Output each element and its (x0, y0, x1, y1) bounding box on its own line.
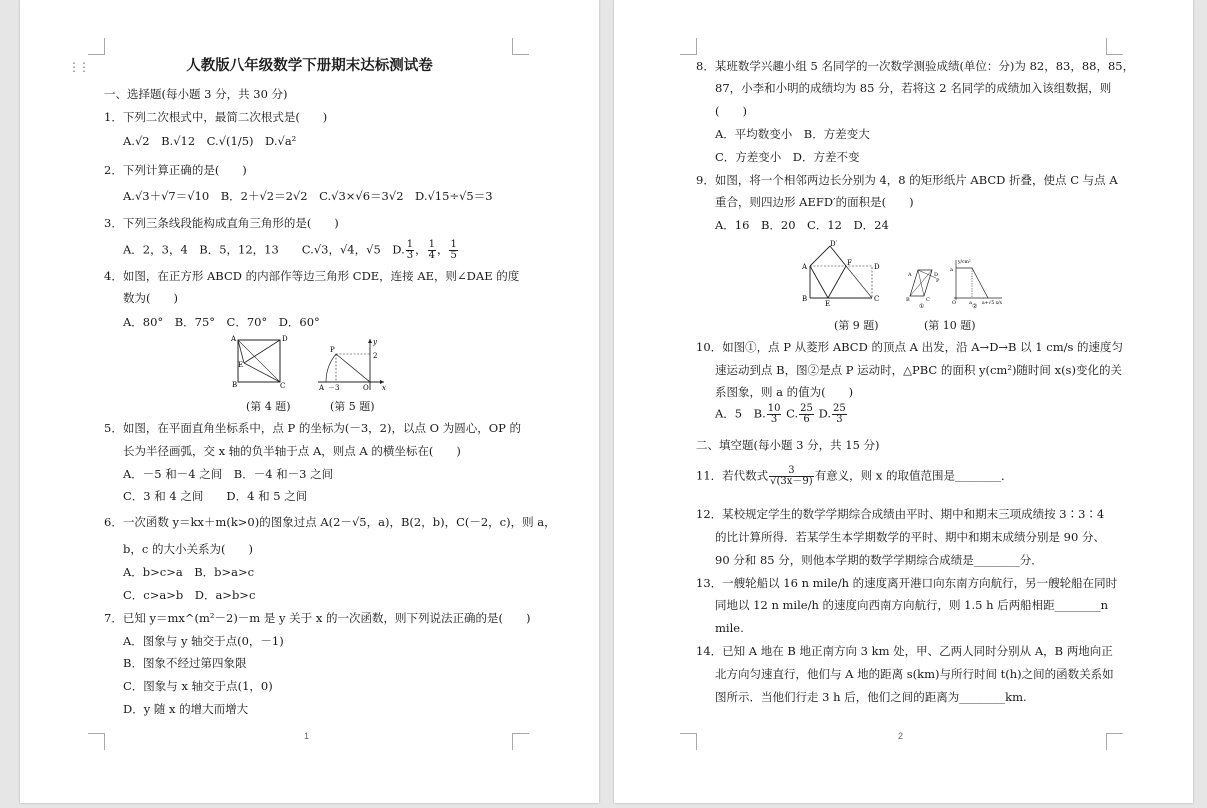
fraction-25-6 (799, 404, 814, 425)
question-10-line-1: 10．如图①，点 P 从菱形 ABCD 的顶点 A 出发，沿 A→D→B 以 1 cm/s 的速度匀 (696, 340, 1124, 354)
question-13-line-3: mile. (715, 621, 744, 635)
q10-option-d: D. (818, 406, 832, 421)
question-6-line-1: 6．一次函数 y＝kx＋m(k>0)的图象过点 A(2－√5，a)，B(2，b)，C(－2，c)，则 a， (104, 515, 556, 529)
figure-4 (228, 333, 292, 395)
question-8-line-3: ( ) (715, 104, 747, 118)
margin-mark-top-left (88, 38, 105, 55)
question-14-line-1: 14．已知 A 地在 B 地正南方向 3 km 处，甲、乙两人同时分别从 A，B 两地向正 (696, 644, 1113, 658)
frac-den: √(3x－9) (770, 476, 813, 487)
fraction-1-4 (428, 240, 436, 261)
fig10-label-a-x: a (969, 300, 972, 306)
section-heading-choice: 一、选择题(每小题 3 分，共 30 分) (104, 87, 288, 101)
page-title: 人教版八年级数学下册期末达标测试卷 (186, 58, 433, 74)
question-12-line-3: 90 分和 85 分，则他本学期的数学学期综合成绩是________分． (715, 553, 1043, 567)
question-11 (696, 466, 1012, 487)
q11-prefix: 11．若代数式 (696, 468, 769, 483)
page-number: 1 (304, 731, 310, 741)
frac-den: 6 (803, 414, 810, 425)
question-7-option-c: C．图象与 x 轴交于点(1，0) (123, 679, 273, 693)
question-5-line-1: 5．如图，在平面直角坐标系中，点 P 的坐标为(－3，2)，以点 O 为圆心，OP 的 (104, 421, 522, 435)
question-13-line-2: 同地以 12 n mile/h 的速度向西南方向航行，则 1.5 h 后两船相距________n (715, 598, 1109, 612)
question-12-line-2: 的比计算所得．若某学生本学期数学的平时、期中和期末成绩分别是 90 分、 (715, 530, 1105, 544)
question-8-line-2: 87，小李和小明的成绩均为 85 分，若将这 2 名同学的成绩加入该组数据，则 (715, 81, 1112, 95)
margin-mark-top-right (512, 38, 529, 55)
fig10-label-A: A (908, 272, 912, 278)
question-1-options: A.√2 B.√12 C.√(1/5) D.√a² (123, 134, 297, 148)
question-10-line-2: 速运动到点 B，图②是点 P 运动时，△PBC 的面积 y(cm²)随时间 x(s)变化的关 (715, 363, 1122, 377)
q10-option-a: A．5 B. (715, 406, 766, 421)
frac-den: 3 (406, 250, 414, 261)
question-5-options-2: C．3 和 4 之间 D．4 和 5 之间 (123, 489, 308, 503)
fig5-label-O: O (363, 384, 369, 392)
fig9-label-Dprime: D′ (830, 240, 838, 248)
question-6-options-1: A．b>c>a B．b>a>c (123, 565, 255, 579)
frac-num: 1 (406, 239, 414, 250)
question-2: 2．下列计算正确的是( ) (104, 163, 247, 177)
fraction-25-3 (832, 404, 847, 425)
page-2 (614, 0, 1193, 803)
fig5-label-2: 2 (373, 352, 378, 360)
question-3-options-text: A．2，3，4 B．5，12，13 C.√3，√4，√5 D. (123, 242, 405, 257)
fig4-label-D: D (282, 335, 288, 343)
fig5-label-x: x (382, 384, 386, 392)
margin-mark-bottom-left (680, 733, 697, 750)
fig5-label-neg3: －3 (328, 384, 340, 392)
figure-9 (800, 240, 884, 312)
fig10-label-circle-2: ② (972, 303, 978, 310)
question-12-line-1: 12．某校规定学生的数学学期综合成绩由平时、期中和期末三项成绩按 3∶3∶4 (696, 507, 1105, 521)
fig10-label-circle-1: ① (919, 303, 925, 310)
question-4-line-2: 数为( ) (123, 291, 178, 305)
fig10-label-P: P (936, 278, 940, 284)
q10-option-c: C. (786, 406, 799, 421)
fig9-label-C: C (874, 295, 880, 303)
fig4-label-A: A (231, 335, 237, 343)
fig5-label-A: A (319, 384, 325, 392)
q11-suffix: 有意义，则 x 的取值范围是________． (814, 468, 1013, 483)
question-9-line-1: 9．如图，将一个相邻两边长分别为 4，8 的矩形纸片 ABCD 折叠，使点 C 与点 A (696, 173, 1118, 187)
fig10-y-axis-label: y/cm² (958, 260, 971, 265)
figure-5 (316, 336, 388, 396)
frac-num: 10 (767, 403, 781, 414)
move-handle-icon[interactable]: ⋮⋮ (68, 60, 88, 74)
question-10-options (715, 404, 848, 425)
fig10-label-O: O (952, 300, 957, 306)
fig10-label-B: B (906, 297, 910, 303)
fig9-label-F: F (847, 259, 852, 267)
question-2-options: A.√3＋√7＝√10 B．2＋√2＝2√2 C.√3×√6＝3√2 D.√15÷√5＝3 (123, 189, 493, 203)
fig9-label-A: A (802, 263, 808, 271)
question-4-options: A．80° B．75° C．70° D．60° (123, 315, 320, 329)
question-7: 7．已知 y＝mx^(m²－2)－m 是 y 关于 x 的一次函数，则下列说法正确的是( ) (104, 611, 531, 625)
fig5-label-y: y (373, 338, 377, 346)
question-14-line-3: 图所示．当他们行走 3 h 后，他们之间的距离为________km. (715, 690, 1027, 704)
fraction-q11 (769, 466, 814, 487)
figure-10 (906, 256, 1006, 314)
question-7-option-a: A．图象与 y 轴交于点(0，－1) (123, 634, 284, 648)
question-13-line-1: 13．一艘轮船以 16 n mile/h 的速度离开港口向东南方向航行，另一艘轮船在同时 (696, 576, 1118, 590)
frac-den: 3 (836, 414, 843, 425)
fig10-label-D: D (934, 272, 939, 278)
fraction-1-5 (449, 240, 457, 261)
margin-mark-bottom-left (88, 733, 105, 750)
question-5-options-1: A．－5 和－4 之间 B．－4 和－3 之间 (123, 467, 334, 481)
question-3: 3．下列三条线段能构成直角三角形的是( ) (104, 216, 339, 230)
question-6-line-2: b，c 的大小关系为( ) (123, 542, 253, 556)
page-number: 2 (898, 731, 904, 741)
caption-figure-4: (第 4 题) (246, 400, 291, 413)
fraction-1-3 (406, 240, 414, 261)
question-6-options-2: C．c>a>b D．a>b>c (123, 588, 256, 602)
question-7-option-d: D．y 随 x 的增大而增大 (123, 702, 249, 716)
question-14-line-2: 北方向匀速直行，他们与 A 地的距离 s(km)与所行时间 t(h)之间的函数关系如 (715, 667, 1114, 681)
fraction-10-3 (767, 404, 782, 425)
caption-figure-9: (第 9 题) (834, 319, 879, 332)
fig10-label-C: C (926, 297, 930, 303)
page-1 (20, 0, 599, 803)
fig9-label-E: E (825, 300, 831, 308)
fig10-x-axis-label: a+√5 x/s (982, 301, 1002, 306)
frac-num: 1 (450, 239, 457, 250)
fig9-label-B: B (802, 295, 808, 303)
fig4-label-C: C (280, 382, 286, 390)
margin-mark-bottom-right (512, 733, 529, 750)
frac-num: 1 (428, 239, 435, 250)
frac-num: 3 (769, 466, 814, 477)
frac-num: 25 (833, 403, 846, 414)
fig10-label-a: a (950, 267, 953, 273)
caption-figure-10: (第 10 题) (924, 319, 976, 332)
fig4-label-B: B (232, 381, 238, 389)
question-8-options-1: A．平均数变小 B．方差变大 (715, 127, 870, 141)
question-5-line-2: 长为半径画弧，交 x 轴的负半轴于点 A，则点 A 的横坐标在( ) (123, 444, 461, 458)
section-heading-fill: 二、填空题(每小题 3 分，共 15 分) (696, 438, 880, 452)
margin-mark-top-right (1106, 38, 1123, 55)
margin-mark-bottom-right (1106, 733, 1123, 750)
question-4-line-1: 4．如图，在正方形 ABCD 的内部作等边三角形 CDE，连接 AE，则∠DAE 的度 (104, 269, 520, 283)
question-1: 1．下列二次根式中，最简二次根式是( ) (104, 110, 328, 124)
question-8-line-1: 8．某班数学兴趣小组 5 名同学的一次数学测验成绩(单位：分)为 82，83，88，85， (696, 59, 1135, 73)
fig4-label-E: E (238, 361, 244, 369)
caption-figure-5: (第 5 题) (330, 400, 375, 413)
question-9-options: A．16 B．20 C．12 D．24 (715, 218, 889, 232)
frac-den: 5 (450, 250, 457, 261)
margin-mark-top-left (680, 38, 697, 55)
fig9-label-D: D (874, 263, 880, 271)
question-3-options: A．2，3，4 B．5，12，13 C.√3，√4，√5 D. $\frac{1}{3}$ ， $\frac{1}{4}$ ， $\frac{1}{5}$ (123, 239, 457, 261)
frac-den: 4 (428, 250, 435, 261)
question-7-option-b: B．图象不经过第四象限 (123, 656, 247, 670)
question-9-line-2: 重合，则四边形 AEFD′的面积是( ) (715, 195, 914, 209)
question-8-options-2: C．方差变小 D．方差不变 (715, 150, 860, 164)
frac-den: 3 (770, 414, 778, 425)
fig5-label-P: P (330, 346, 335, 354)
question-10-line-3: 系图象，则 a 的值为( ) (715, 385, 854, 399)
frac-num: 25 (800, 403, 813, 414)
